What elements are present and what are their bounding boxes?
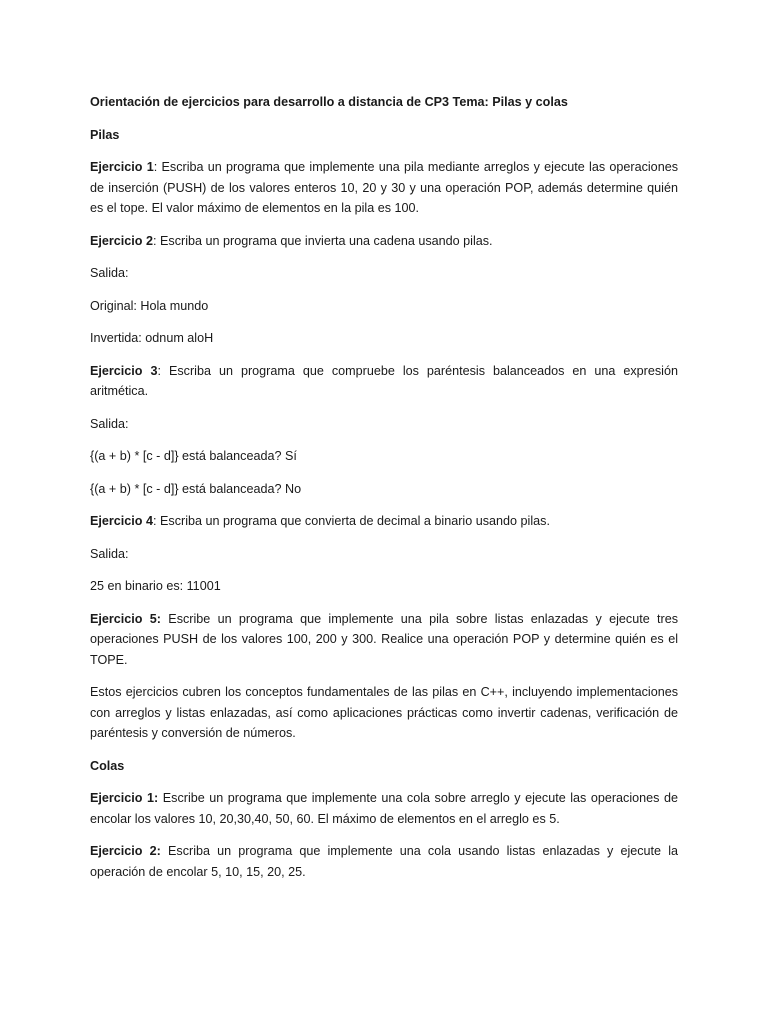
colas-exercise-2-label: Ejercicio 2: xyxy=(90,844,161,858)
exercise-2-output-original: Original: Hola mundo xyxy=(90,298,209,313)
exercise-4-label: Ejercicio 4 xyxy=(90,514,154,528)
exercise-3-output-line-1: {(a + b) * [c - d]} está balanceada? Sí xyxy=(90,449,297,463)
colas-exercise-1-label: Ejercicio 1: xyxy=(90,791,159,805)
exercise-3-output-label: Salida: xyxy=(90,416,129,431)
exercise-1-text: : Escriba un programa que implemente una pila mediante arreglos y ejecute las operaciones de inserción (PUSH) de los valores enteros 10, 20 y 30 y una operación POP, además determine quién es el tope. El valor máximo de elementos en la pila es 100. xyxy=(90,160,678,215)
exercise-5-paragraph xyxy=(90,609,678,671)
exercise-1-paragraph xyxy=(90,157,678,219)
document-page xyxy=(90,92,678,894)
exercise-3-text: : Escriba un programa que compruebe los paréntesis balanceados en una expresión aritmética. xyxy=(90,363,678,398)
colas-exercise-2-paragraph xyxy=(90,841,678,882)
colas-exercise-1-text: Escribe un programa que implemente una cola sobre arreglo y ejecute las operaciones de encolar los valores 10, 20,30,40, 50, 60. El máximo de elementos en el arreglo es 5. xyxy=(90,791,678,826)
colas-exercise-2-text: Escriba un programa que implemente una cola usando listas enlazadas y ejecute la operación de encolar 5, 10, 15, 20, 25. xyxy=(90,844,679,879)
exercise-4-paragraph xyxy=(90,511,678,532)
section-heading-colas: Colas xyxy=(90,758,125,773)
exercise-1-label: Ejercicio 1 xyxy=(90,160,154,174)
exercise-2-paragraph xyxy=(90,231,678,252)
exercise-2-label: Ejercicio 2 xyxy=(90,233,154,248)
summary-paragraph: Estos ejercicios cubren los conceptos fundamentales de las pilas en C++, incluyendo implementaciones con arreglos y listas enlazadas, así como aplicaciones prácticas como invertir cadenas, verificación de paréntesis y conversión de números. xyxy=(90,685,678,740)
section-heading-pilas: Pilas xyxy=(90,127,120,142)
colas-exercise-1-paragraph xyxy=(90,788,678,829)
exercise-3-label: Ejercicio 3 xyxy=(90,363,158,378)
document-title: Orientación de ejercicios para desarrollo a distancia de CP3 Tema: Pilas y colas xyxy=(90,95,568,109)
exercise-5-text: Escribe un programa que implemente una pila sobre listas enlazadas y ejecute tres operaciones PUSH de los valores 100, 200 y 300. Realice una operación POP y determine quién es el TOPE. xyxy=(90,611,678,667)
exercise-4-output-result: 25 en binario es: 11001 xyxy=(90,579,221,593)
exercise-2-text: : Escriba un programa que invierta una cadena usando pilas. xyxy=(153,233,493,248)
exercise-5-label: Ejercicio 5: xyxy=(90,611,161,626)
exercise-4-output-label: Salida: xyxy=(90,546,129,561)
exercise-2-output-inverted: Invertida: odnum aloH xyxy=(90,331,214,345)
exercise-3-output-line-2: {(a + b) * [c - d]} está balanceada? No xyxy=(90,481,302,496)
exercise-2-output-label: Salida: xyxy=(90,266,129,280)
exercise-4-text: : Escriba un programa que convierta de decimal a binario usando pilas. xyxy=(153,514,550,528)
exercise-3-paragraph xyxy=(90,361,678,402)
